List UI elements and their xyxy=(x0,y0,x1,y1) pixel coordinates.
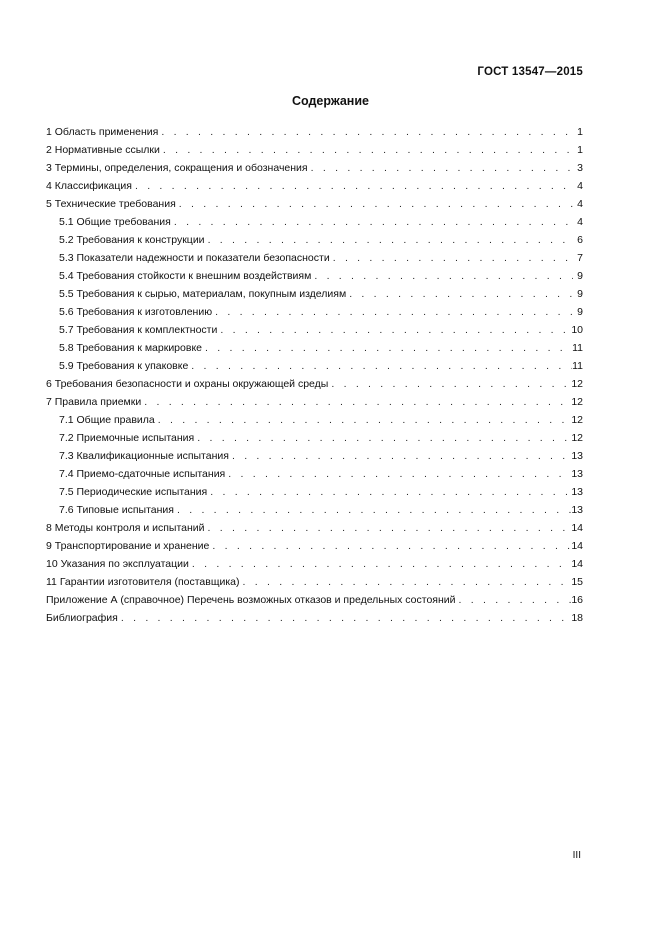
toc-entry[interactable] xyxy=(46,409,583,427)
toc-entry-page: 4 xyxy=(577,198,583,210)
toc-entry-title: 7.2 Приемочные испытания xyxy=(59,432,195,444)
toc-entry[interactable] xyxy=(46,157,583,175)
toc-dot-leader xyxy=(188,359,572,373)
toc-entry-page: 7 xyxy=(577,252,583,264)
toc-entry-page: 10 xyxy=(571,324,583,336)
toc-entry-title: 5.6 Требования к изготовлению xyxy=(59,306,213,318)
toc-entry-title: 7.5 Периодические испытания xyxy=(59,486,208,498)
toc-dot-leader xyxy=(155,413,572,427)
toc-entry[interactable] xyxy=(46,589,583,607)
toc-entry-title: 4 Классификация xyxy=(46,180,132,192)
toc-dot-leader xyxy=(202,341,572,355)
toc-entry-title: 6 Требования безопасности и охраны окружающей среды xyxy=(46,378,329,390)
toc-entry-title: 5.3 Показатели надежности и показатели безопасности xyxy=(59,252,330,264)
document-code: ГОСТ 13547—2015 xyxy=(477,66,583,78)
toc-entry-page: 12 xyxy=(571,432,583,444)
toc-entry-title: 5.4 Требования стойкости к внешним воздействиям xyxy=(59,270,312,282)
toc-entry[interactable] xyxy=(46,319,583,337)
toc-entry-page: 13 xyxy=(571,468,583,480)
toc-dot-leader xyxy=(209,539,571,553)
toc-entry-title: 5.1 Общие требования xyxy=(59,216,171,228)
toc-dot-leader xyxy=(217,323,571,337)
toc-entry-page: 14 xyxy=(571,540,583,552)
toc-entry-page: 12 xyxy=(571,414,583,426)
toc-entry-title: Библиография xyxy=(46,612,118,624)
toc-dot-leader xyxy=(174,503,571,517)
toc-entry[interactable] xyxy=(46,301,583,319)
toc-entry-page: 9 xyxy=(577,288,583,300)
toc-entry[interactable] xyxy=(46,355,583,373)
page-number: III xyxy=(572,850,581,861)
toc-entry-page: 11 xyxy=(572,342,583,354)
toc-entry-title: 3 Термины, определения, сокращения и обозначения xyxy=(46,162,308,174)
toc-dot-leader xyxy=(132,179,573,193)
toc-entry-page: 11 xyxy=(572,360,583,372)
toc-entry-page: 13 xyxy=(571,504,583,516)
toc-dot-leader xyxy=(456,593,572,607)
toc-entry-title: 5.5 Требования к сырью, материалам, покупным изделиям xyxy=(59,288,347,300)
toc-entry-title: 7.3 Квалификационные испытания xyxy=(59,450,229,462)
toc-entry-title: 5.9 Требования к упаковке xyxy=(59,360,189,372)
toc-title: Содержание xyxy=(291,94,369,108)
toc-dot-leader xyxy=(229,449,571,463)
toc-entry[interactable] xyxy=(46,247,583,265)
toc-entry-title: Приложение А (справочное) Перечень возможных отказов и предельных состояний xyxy=(46,594,456,606)
toc-dot-leader xyxy=(225,467,571,481)
toc-dot-leader xyxy=(194,431,571,445)
toc-entry-title: 5.8 Требования к маркировке xyxy=(59,342,202,354)
toc-entry[interactable] xyxy=(46,499,583,517)
toc-entry-page: 4 xyxy=(577,180,583,192)
toc-dot-leader xyxy=(240,575,572,589)
toc-entry[interactable] xyxy=(46,175,583,193)
toc-dot-leader xyxy=(205,521,572,535)
toc-dot-leader xyxy=(205,233,573,247)
toc-entry[interactable] xyxy=(46,337,583,355)
toc-entry[interactable] xyxy=(46,535,583,553)
toc-entry[interactable] xyxy=(46,427,583,445)
toc-entry-page: 16 xyxy=(571,594,583,606)
toc-dot-leader xyxy=(346,287,573,301)
toc-entry-page: 13 xyxy=(571,450,583,462)
toc-dot-leader xyxy=(141,395,571,409)
toc-dot-leader xyxy=(176,197,573,211)
toc-dot-leader xyxy=(207,485,571,499)
toc-entry-page: 6 xyxy=(577,234,583,246)
toc-entry-title: 8 Методы контроля и испытаний xyxy=(46,522,205,534)
toc-dot-leader xyxy=(160,143,573,157)
table-of-contents xyxy=(46,121,583,625)
toc-entry-page: 15 xyxy=(571,576,583,588)
toc-entry-page: 12 xyxy=(571,396,583,408)
toc-entry-page: 14 xyxy=(571,558,583,570)
toc-entry-title: 1 Область применения xyxy=(46,126,159,138)
toc-entry-page: 13 xyxy=(571,486,583,498)
toc-entry[interactable] xyxy=(46,211,583,229)
toc-entry[interactable] xyxy=(46,517,583,535)
toc-entry-page: 1 xyxy=(577,144,583,156)
toc-entry-title: 7.4 Приемо-сдаточные испытания xyxy=(59,468,226,480)
toc-entry[interactable] xyxy=(46,265,583,283)
toc-entry[interactable] xyxy=(46,283,583,301)
toc-entry-title: 5.2 Требования к конструкции xyxy=(59,234,205,246)
toc-entry-title: 9 Транспортирование и хранение xyxy=(46,540,210,552)
toc-entry-page: 4 xyxy=(577,216,583,228)
toc-dot-leader xyxy=(330,251,573,265)
toc-entry[interactable] xyxy=(46,139,583,157)
toc-entry-page: 12 xyxy=(571,378,583,390)
toc-dot-leader xyxy=(212,305,573,319)
toc-dot-leader xyxy=(158,125,573,139)
toc-entry-page: 1 xyxy=(577,126,583,138)
toc-entry[interactable] xyxy=(46,373,583,391)
toc-entry-page: 9 xyxy=(577,306,583,318)
toc-entry[interactable] xyxy=(46,607,583,625)
toc-entry[interactable] xyxy=(46,391,583,409)
toc-entry-title: 5.7 Требования к комплектности xyxy=(59,324,218,336)
toc-dot-leader xyxy=(118,611,571,625)
toc-entry[interactable] xyxy=(46,229,583,247)
toc-entry-page: 14 xyxy=(571,522,583,534)
toc-dot-leader xyxy=(171,215,573,229)
toc-entry[interactable] xyxy=(46,193,583,211)
toc-entry-page: 3 xyxy=(577,162,583,174)
toc-entry[interactable] xyxy=(46,481,583,499)
toc-entry-title: 5 Технические требования xyxy=(46,198,176,210)
toc-dot-leader xyxy=(311,269,573,283)
toc-entry-title: 2 Нормативные ссылки xyxy=(46,144,160,156)
toc-entry-title: 7 Правила приемки xyxy=(46,396,142,408)
toc-entry[interactable] xyxy=(46,571,583,589)
toc-dot-leader xyxy=(328,377,571,391)
toc-entry-page: 18 xyxy=(571,612,583,624)
toc-entry[interactable] xyxy=(46,445,583,463)
toc-entry-page: 9 xyxy=(577,270,583,282)
toc-dot-leader xyxy=(308,161,573,175)
toc-entry[interactable] xyxy=(46,121,583,139)
toc-entry-title: 10 Указания по эксплуатации xyxy=(46,558,189,570)
toc-entry[interactable] xyxy=(46,463,583,481)
toc-entry-title: 7.1 Общие правила xyxy=(59,414,155,426)
toc-dot-leader xyxy=(189,557,571,571)
toc-entry[interactable] xyxy=(46,553,583,571)
toc-entry-title: 11 Гарантии изготовителя (поставщика) xyxy=(46,576,240,588)
toc-entry-title: 7.6 Типовые испытания xyxy=(59,504,174,516)
